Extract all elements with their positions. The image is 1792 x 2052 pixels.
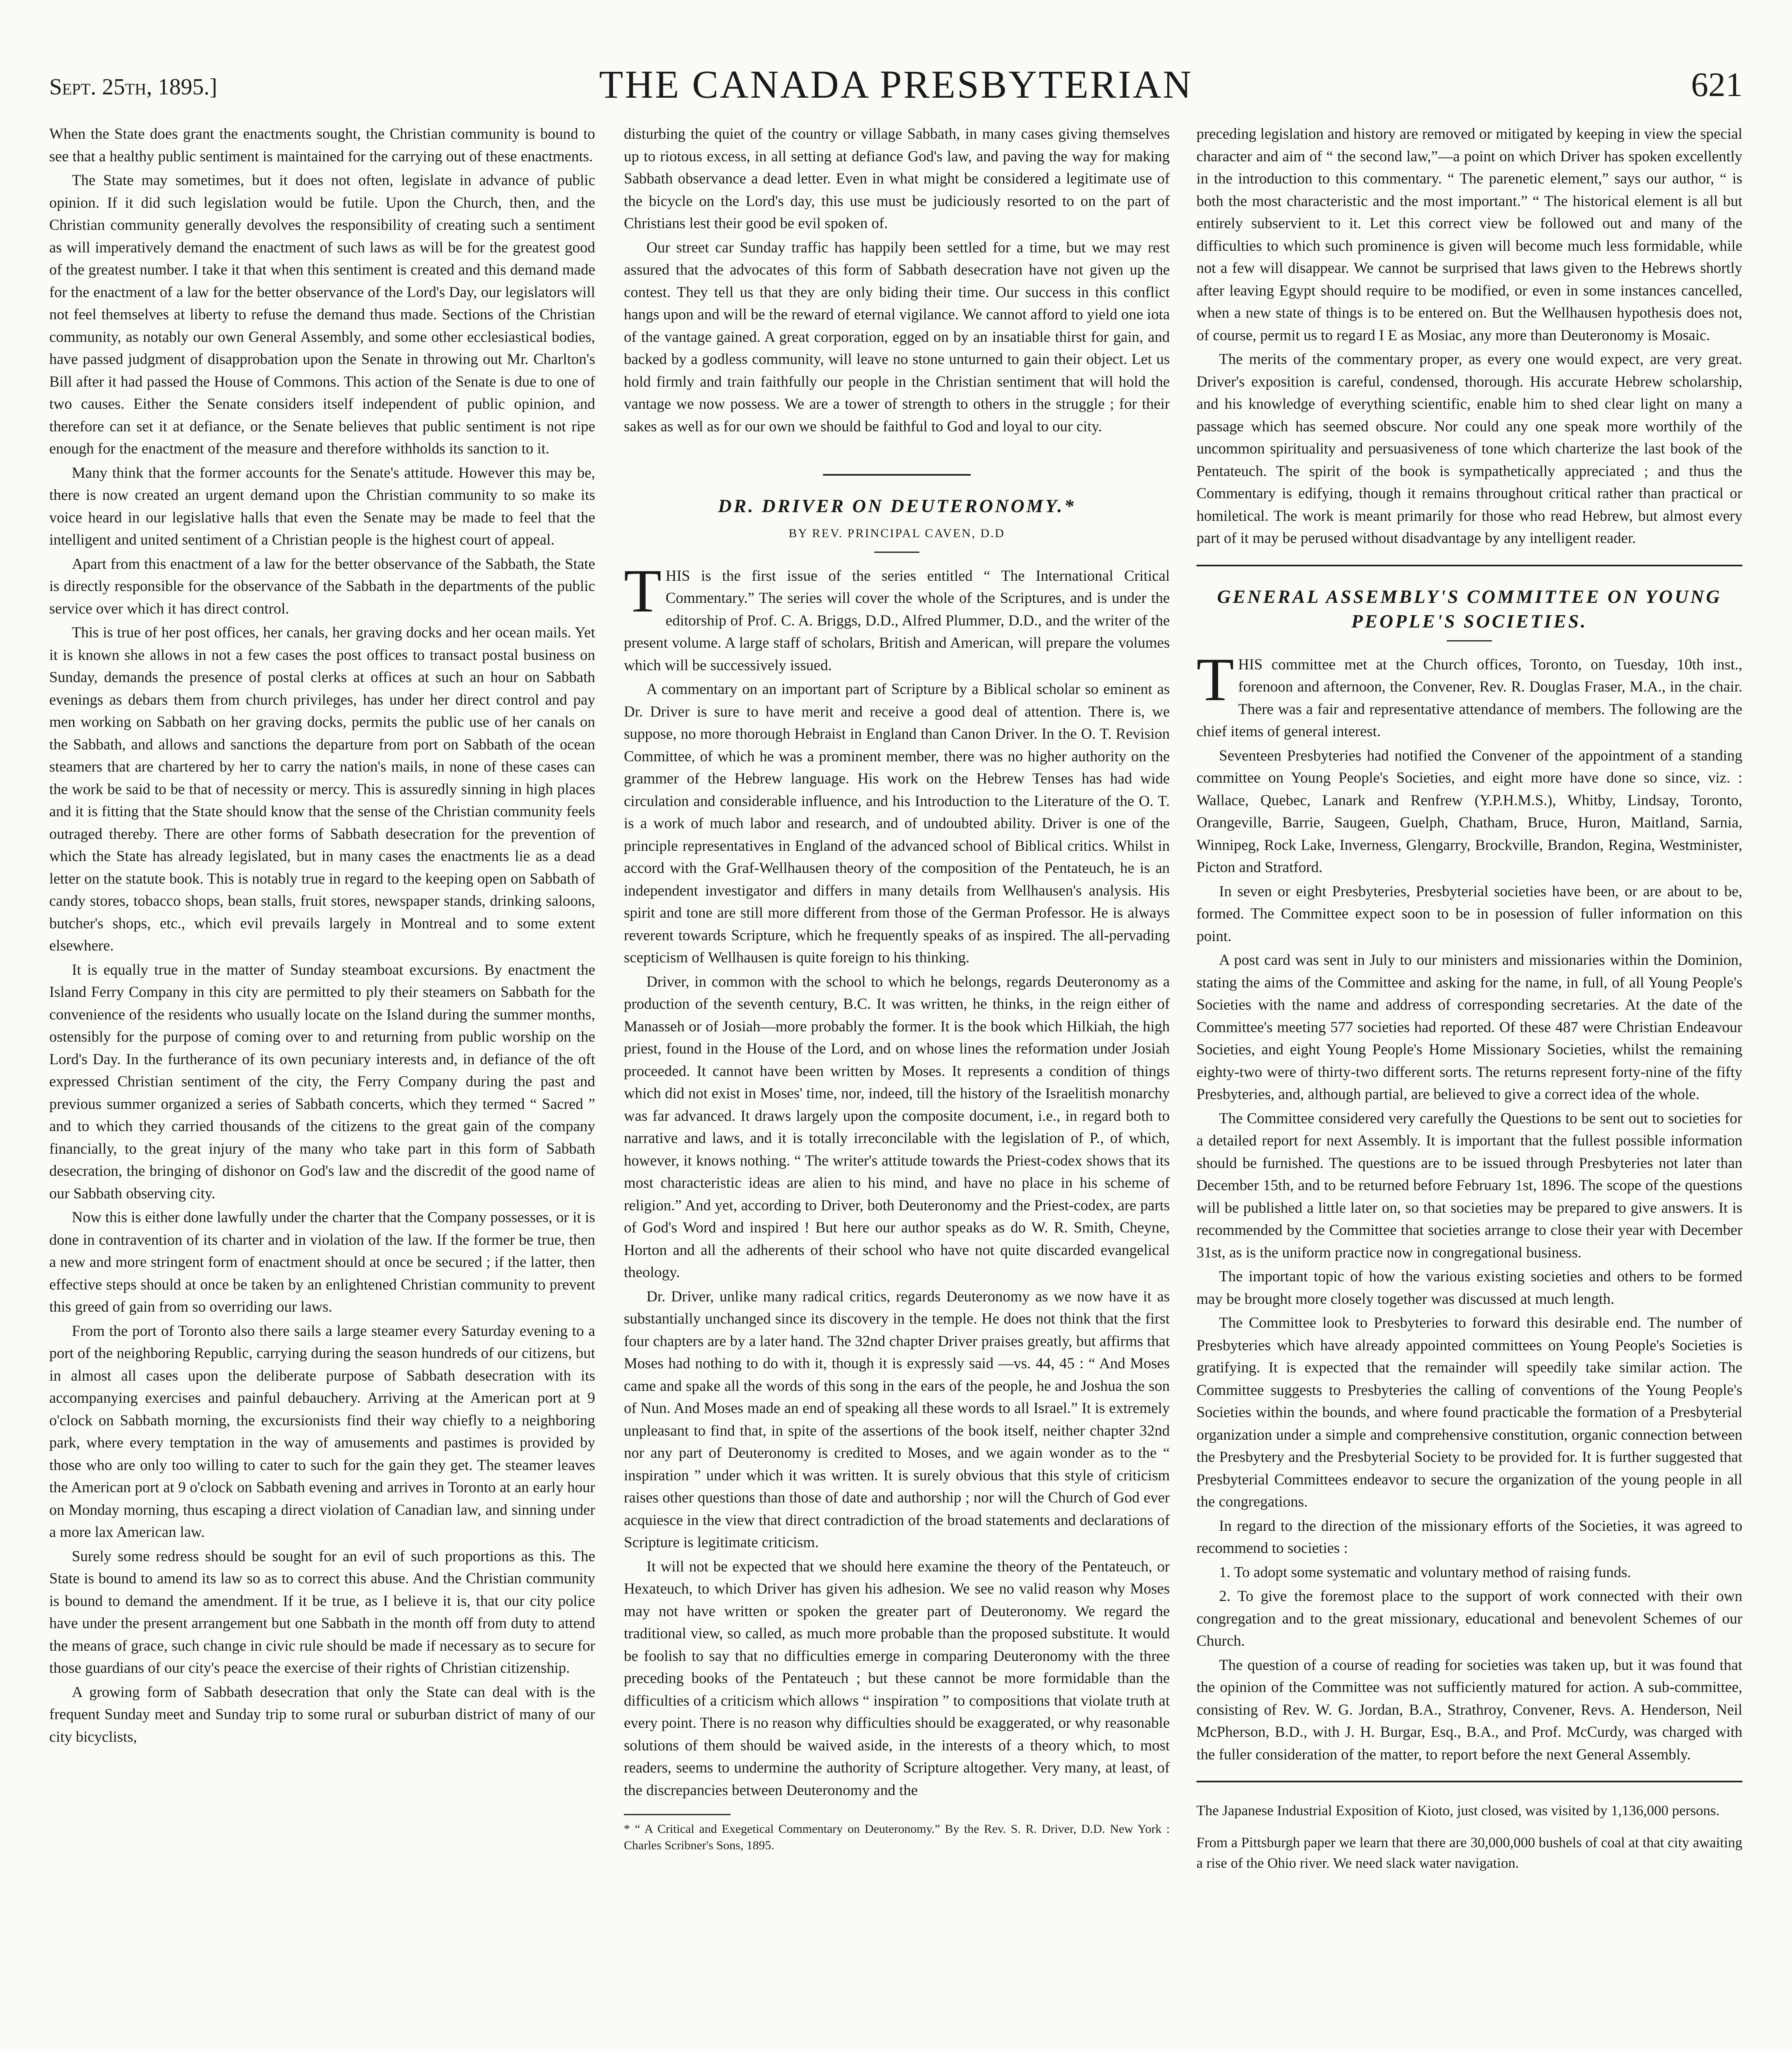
article-byline: BY REV. PRINCIPAL CAVEN, D.D bbox=[788, 527, 1005, 540]
column-2 bbox=[624, 123, 1170, 1854]
paragraph: Surely some redress should be sought for an evil of such proportions as this. The State is bound to amend its law so as to correct this abuse. And the Christian community is bound to demand the amendment. If it be true, as I believe it is, that our city police have under the present arrangement but one Sabbath in the month off from duty to attend the means of grace, such change in civic rule should be made if necessary as to secure for those guardians of our city's peace the exercise of their rights of Christian citizenship. bbox=[49, 1548, 595, 1676]
paragraph: disturbing the quiet of the country or village Sabbath, in many cases giving themselves up to riotous excess, in all setting at defiance God's law, and paving the way for making Sabbath observance a dead letter. Even in what might be considered a legitimate use of the bicycle on the Lord's day, this use must be judiciously resorted to on the part of Christians lest their good be evil spoken of. bbox=[624, 126, 1170, 232]
page-number: 621 bbox=[1691, 66, 1743, 104]
paragraph: A post card was sent in July to our ministers and missionaries within the Dominion, stating the aims of the Committee and asking for the name, in full, of all Young People's Societies with the name and address of corresponding secretaries. At the date of the Committee's meeting 577 societies had reported. Of these 487 were Christian Endeavour Societies, and eight Young People's Home Missionary Societies, whilst the remaining eighty-two were of thirty-two different sorts. The returns represent forty-nine of the fifty Presbyteries, and, although partial, are believed to give a correct idea of the whole. bbox=[1196, 952, 1742, 1103]
footnote-divider bbox=[624, 1814, 731, 1815]
paragraph: In regard to the direction of the missionary efforts of the Societies, it was agreed to recommend to societies : bbox=[1196, 1517, 1742, 1557]
section-divider bbox=[1196, 565, 1742, 566]
footnote: * “ A Critical and Exegetical Commentary on Deuteronomy.” By the Rev. S. R. Driver, D.D. New York : Charles Scribner's Sons, 1895. bbox=[624, 1822, 1170, 1852]
paragraph: The question of a course of reading for societies was taken up, but it was found that the opinion of the Committee was not sufficiently matured for action. A sub-committee, consisting of Rev. W. G. Jordan, B.A., Strathroy, Convener, Revs. A. Henderson, Neil McPherson, B.D., with J. H. Burgar, Esq., B.A., and Prof. McCurdy, was charged with the fuller consideration of the matter, to report before the next General Assembly. bbox=[1196, 1656, 1742, 1763]
paragraph: THIS committee met at the Church offices, Toronto, on Tuesday, 10th inst., forenoon and afternoon, the Convener, Rev. R. Douglas Fraser, M.A., in the chair. There was a fair and representative attendance of members. The following are the chief items of general interest. bbox=[1196, 645, 1742, 740]
list-item: 2. To give the foremost place to the support of work connected with their own congregation and to the great missionary, educational and benevolent Schemes of our Church. bbox=[1196, 1588, 1742, 1649]
paragraph: The Committee considered very carefully the Questions to be sent out to societies for a detailed report for next Assembly. It is important that the fullest possible information should be furnished. The questions are to be issued through Presbyteries not later than December 15th, and to be returned before February 1st, 1896. The scope of the questions will be published a little later on, so that societies may be prepared to give answers. It is recommended by the Committee that societies arrange to close their year with December 31st, as is the uniform practice now in congregational business. bbox=[1196, 1110, 1742, 1261]
paragraph: From the port of Toronto also there sails a large steamer every Saturday evening to a port of the neighboring Republic, carrying during the season hundreds of our citizens, but in almost all cases upon the deliberate purpose of Sabbath desecration with its accompanying exercises and painful debauchery. Arriving at the American port at 9 o'clock on Sabbath morning, the excursionists find their way chiefly to a neighboring park, where every temptation in the way of amusements and pastimes is provided by those who are only too willing to cater to such for the gain they get. The steamer leaves the American port at 9 o'clock on Sabbath evening and arrives in Toronto at an early hour on Monday morning, thus escaping a direct violation of Canadian law, and sinning under a more lax American law. bbox=[49, 1322, 595, 1541]
paragraph: A growing form of Sabbath desecration that only the State can deal with is the frequent Sunday meet and Sunday trip to some rural or suburban district of many of our city bicyclists, bbox=[49, 1683, 595, 1745]
paragraph: The merits of the commentary proper, as every one would expect, are very great. Driver's exposition is careful, condensed, thorough. His accurate Hebrew scholarship, and his knowledge of everything scientific, enable him to shed clear light on many a passage which has seemed obscure. Nor could any one speak more worthily of the uncommon spirituality and persuasiveness of tone which charterize the last book of the Pentateuch. The spirit of the book is sympathetically appreciated ; and thus the Commentary is edifying, though it remains throughout critical rather than practical or homiletical. The work is meant primarily for those who read Hebrew, but almost every part of it may be perused without disadvantage by any intelligent reader. bbox=[1196, 351, 1742, 547]
paragraph: It will not be expected that we should here examine the theory of the Pentateuch, or Hexateuch, to which Driver has given his adhesion. We see no valid reason why Moses may not have written or spoken the greater part of Deuteronomy. We regard the traditional view, so called, as much more probable than the proposed substitute. It would be foolish to say that no difficulties emerge in comparing Deuteronomy with the three preceding books of the Pentateuch ; but these cannot be more formidable than the difficulties of a criticism which allows “ inspiration ” to compositions that violate truth at every point. There is no reason why difficulties should be exaggerated, or why reasonable solutions of them should be waived aside, in the interests of a theory which, to most readers, seems to undermine the authority of Scripture altogether. Very many, at least, of the discrepancies between Deuteronomy and the bbox=[624, 1558, 1170, 1799]
title-divider bbox=[1447, 640, 1492, 641]
paragraph: A commentary on an important part of Scripture by a Biblical scholar so eminent as Dr. Driver is sure to have merit and receive a good deal of attention. There is, we suppose, no more thorough Hebraist in England than Canon Driver. In the O. T. Revision Committee, of which he was a prominent member, there was no higher authority on the grammer of the Hebrew language. His work on the Hebrew Tenses has had wide circulation and considerable influence, and his Introduction to the Literature of the O. T. is a work of much labor and research, and of undoubted ability. Driver is one of the principle representatives in England of the advanced school of Biblical critics. Whilst in accord with the Graf-Wellhausen theory of the composition of the Pentateuch, he is an independent investigator and differs in many details from Wellhausen's analysis. His spirit and tone are still more different from those of the German Professor. He is always reverent towards Scripture, which he frequently speaks of as inspired. The all-pervading scepticism of Wellhausen is quite foreign to his thinking. bbox=[624, 681, 1170, 966]
paragraph: When the State does grant the enactments sought, the Christian community is bound to see that a healthy public sentiment is maintained for the carrying out of these enactments. bbox=[49, 126, 595, 165]
paragraph: Apart from this enactment of a law for the better observance of the Sabbath, the State is directly responsible for the observance of the Sabbath in the departments of the public service over which it has direct control. bbox=[49, 555, 595, 617]
column-3 bbox=[1196, 123, 1742, 1885]
drop-cap: T bbox=[624, 557, 662, 625]
news-item: From a Pittsburgh paper we learn that there are 30,000,000 bushels of coal at that city awaiting a rise of the Ohio river. We need slack water navigation. bbox=[1196, 1834, 1742, 1871]
paragraph: This is true of her post offices, her canals, her graving docks and her ocean mails. Yet it is known she allows in not a few cases the post offices to transact postal business on Sunday, demands the presence of postal clerks at offices at such an hour on Sabbath evenings as debars them from church privileges, has under her direct control and pay men working on Sabbath on her graving docks, permits the public use of her canals on the Sabbath, and allows and sanctions the departure from port on Sabbath of the ocean steamers that are chartered by her to carry the nation's mails, in none of these cases can the work be said to be that of necessity or mercy. This is assuredly sinning in high places and it is fitting that the State should know that the sense of the Christian community feels outraged thereby. There are other forms of Sabbath desecration for the prevention of which the State has already legislated, but in many cases the enactments lie as a dead letter on the statute book. This is notably true in regard to the keeping open on Sabbath of candy stores, tobacco shops, bean stalls, fruit stores, newspaper stands, drinking saloons, butcher's shops, etc., which evil prevails largely in Montreal and to some extent elsewhere. bbox=[49, 624, 595, 954]
paragraph: Many think that the former accounts for the Senate's attitude. However this may be, there is now created an urgent demand upon the Christian community to so make its voice heard in our legislative halls that even the Senate may be made to feel that the intelligent and united sentiment of a Christian people is the highest court of appeal. bbox=[49, 464, 595, 548]
article-title-committee: GENERAL ASSEMBLY'S COMMITTEE ON YOUNG PEOPLE'S SOCIETIES. bbox=[1217, 586, 1722, 632]
paragraph: Driver, in common with the school to which he belongs, regards Deuteronomy as a production of the seventh century, B.C. It was written, he thinks, in the reign either of Manasseh or of Josiah—more probably the former. It is the book which Hilkiah, the high priest, found in the House of the Lord, and on whose lines the reformation under Josiah proceeded. It cannot have been written by Moses. It represents a condition of things which did not exist in Moses' time, nor, indeed, till the history of the Israelitish monarchy was far advanced. It draws largely upon the composite document, i.e., in regard both to narrative and laws, and it is totally irreconcilable with the legislation of P., of which, however, it knows nothing. “ The writer's attitude towards the Priest-codex shows that its most characteristic ideas are alien to his mind, and have no place in his scheme of religion.” And yet, according to Driver, both Deuteronomy and the Priest-codex, are parts of God's Word and inspired ! But here our author speaks as do W. R. Smith, Cheyne, Horton and all the adherents of their school who have not quite discarded evangelical theology. bbox=[624, 973, 1170, 1281]
paragraph: Our street car Sunday traffic has happily been settled for a time, but we may rest assured that the advocates of this form of Sabbath desecration have not given up the contest. They tell us that they are only biding their time. Our success in this conflict hangs upon and will be the reward of eternal vigilance. We cannot afford to yield one iota of the vantage gained. A great corporation, egged on by an insatiable thirst for gain, and backed by a godless community, will leave no stone unturned to gain their object. Let us hold firmly and train faithfully our people in the Christian sentiment that will hold the vantage we now possess. We are a tower of strength to others in the struggle ; for their sakes as well as for our own we should be faithful to God and loyal to our city. bbox=[624, 239, 1170, 435]
article-title-driver: DR. DRIVER ON DEUTERONOMY.* bbox=[718, 495, 1076, 516]
paragraph: In seven or eight Presbyteries, Presbyterial societies have been, or are about to be, formed. The Committee expect soon to be in posession of fuller information on this point. bbox=[1196, 883, 1742, 945]
paragraph: The important topic of how the various existing societies and others to be formed may be brought more closely together was discussed at much length. bbox=[1196, 1268, 1742, 1308]
column-1 bbox=[49, 123, 595, 1750]
paragraph: preceding legislation and history are removed or mitigated by keeping in view the special character and aim of “ the second law,”—a point on which Driver has spoken excellently in the introduction to this commentary. “ The parenetic element,” says our author, “ is both the most characteristic and the most important.” “ The historical element is all but entirely subservient to it. Let this correct view be followed out and many of the difficulties to which such prominence is given will become much less formidable, while not a few will disappear. We cannot be surprised that laws given to the Hebrews shortly after leaving Egypt should require to be modified, or even in some instances cancelled, when a new state of things is to be entered on. But the Wellhausen hypothesis does not, of course, permit us to regard I E as Mosiac, any more than Deuteronomy is Mosaic. bbox=[1196, 126, 1742, 344]
paragraph: Dr. Driver, unlike many radical critics, regards Deuteronomy as we now have it as substantially unchanged since its discovery in the temple. He does not think that the first four chapters are by a later hand. The 32nd chapter Driver praises greatly, but affirms that Moses had nothing to do with it, though it is expressly said —vs. 44, 45 : “ And Moses came and spake all the words of this song in the ears of the people, he and Joshua the son of Nun. And Moses made an end of speaking all these words to all Israel.” It is extremely unpleasant to find that, in spite of the assertions of the book itself, neither chapter 32nd nor any part of Deuteronomy is credited to Moses, and we again wonder as to the “ inspiration ” under which it was written. It is surely obvious that this style of criticism raises other questions than those of date and authorship ; nor will the Church of God ever acquiesce in the view that direct contradiction of the broad statements and declarations of Scripture is legitimate criticism. bbox=[624, 1288, 1170, 1551]
paragraph: THIS is the first issue of the series entitled “ The International Critical Commentary.” The series will cover the whole of the Scriptures, and is under the editorship of Prof. C. A. Briggs, D.D., Alfred Plummer, D.D., and the writer of the present volume. A large staff of scholars, British and American, will prepare the volumes which will be successively issued. bbox=[624, 557, 1170, 674]
paragraph: It is equally true in the matter of Sunday steamboat excursions. By enactment the Island Ferry Company in this city are permitted to ply their steamers on Sabbath for the convenience of the residents who usually locate on the Island during the summer months, ostensibly for the purpose of coming over to and returning from public worship on the Lord's Day. In the furtherance of its own pecuniary interests and, in defiance of the oft expressed Christian sentiment of the city, the Ferry Company during the past and previous summer organized a series of Sabbath concerts, which they termed “ Sacred ” and to which they carried thousands of the citizens to the great gain of the company financially, to the great injury of the many who take part in this form of Sabbath desecration, the bringing of dishonor on God's law and the discredit of the good name of our Sabbath observing city. bbox=[49, 961, 595, 1202]
drop-cap: T bbox=[1196, 645, 1234, 714]
paragraph: Seventeen Presbyteries had notified the Convener of the appointment of a standing committee on Young People's Societies, and eight more have done so since, viz. : Wallace, Quebec, Lanark and Renfrew (Y.P.H.M.S.), Whitby, Lindsay, Toronto, Orangeville, Barrie, Saugeen, Guelph, Chatham, Bruce, Huron, Maitland, Sarnia, Winnipeg, Rock Lake, Inverness, Glengarry, Brockville, Brandon, Regina, Westminister, Picton and Stratford. bbox=[1196, 747, 1742, 876]
masthead bbox=[49, 62, 1743, 111]
issue-date: Sept. 25th, 1895.] bbox=[49, 74, 218, 100]
newspaper-title: THE CANADA PRESBYTERIAN bbox=[599, 62, 1193, 106]
paragraph: Now this is either done lawfully under the charter that the Company possesses, or it is done in contravention of its charter and in violation of the law. If the former be true, then a new and more stringent form of enactment should at once be secured ; if the latter, then effective steps should at once be taken by an enlightened Christian community to prevent this greed of gain from so overriding our laws. bbox=[49, 1209, 595, 1315]
news-item: The Japanese Industrial Exposition of Kioto, just closed, was visited by 1,136,000 persons. bbox=[1196, 1802, 1720, 1818]
paragraph: The State may sometimes, but it does not often, legislate in advance of public opinion. If it did such legislation would be futile. Upon the Church, then, and the Christian community generally devolves the responsibility of creating such a sentiment as will imperatively demand the enactment of such laws as will be for the greatest good of the greatest number. I take it that when this sentiment is created and this demand made for the enactment of a law for the better observance of the Lord's Day, our legislators will not feel themselves at liberty to refuse the demand thus made. Sections of the Christian community, as notably our own General Assembly, and some other ecclesiastical bodies, have passed judgment of disapprobation upon the Senate in throwing out Mr. Charlton's Bill after it had passed the House of Commons. This action of the Senate is due to one of two causes. Either the Senate considers itself independent of public opinion, and therefore can set it at defiance, or the Senate believes that public sentiment is not ripe enough for the enactment of the measure and therefore withholds its sanction to it. bbox=[49, 172, 595, 457]
list-item: 1. To adopt some systematic and voluntary method of raising funds. bbox=[1219, 1564, 1631, 1581]
byline-divider bbox=[874, 552, 919, 553]
section-divider bbox=[1196, 1781, 1742, 1782]
paragraph: The Committee look to Presbyteries to forward this desirable end. The number of Presbyteries which have already appointed committees on Young People's Societies is gratifying. It is expected that the remainder will speedily take similar action. The Committee suggests to Presbyteries the calling of conventions of the Young People's Societies within the bounds, and where found practicable the formation of a Presbyterial organization under a simple and comprehensive constitution, organic connection between the Presbytery and the Presbyterial Society to be provided for. It is further suggested that Presbyterial Committees endeavor to secure the organization of the young people in all the congregations. bbox=[1196, 1315, 1742, 1510]
section-divider bbox=[823, 474, 971, 476]
